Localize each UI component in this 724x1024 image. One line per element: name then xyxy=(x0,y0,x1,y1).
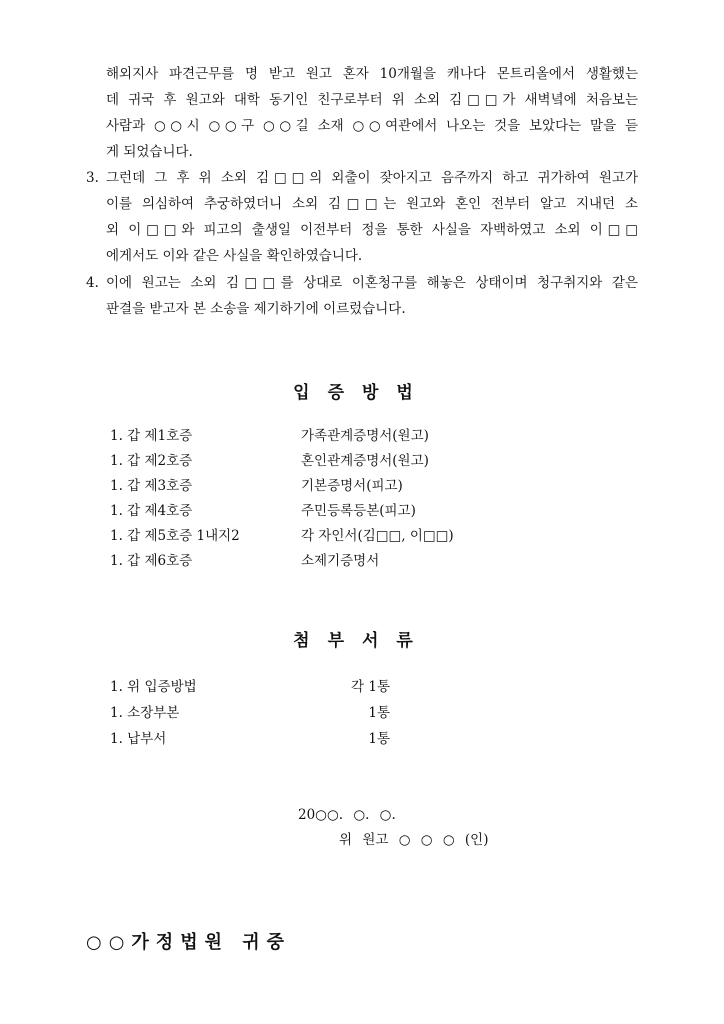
evidence-label: 1. 갑 제4호증 xyxy=(110,503,193,519)
court-addressee: ○○가정법원 귀중 xyxy=(86,932,292,953)
evidence-label: 1. 갑 제2호증 xyxy=(110,453,193,469)
attachment-row xyxy=(0,676,724,698)
body-line: 사람과 ○○시 ○○구 ○○길 소재 ○○여관에서 나오는 것을 보았다는 말을 듣 xyxy=(106,118,638,134)
attachment-count: 1통 xyxy=(368,731,390,747)
attachment-row xyxy=(0,702,724,724)
evidence-row xyxy=(0,525,724,547)
attachment-count: 각 1통 xyxy=(351,679,390,695)
plaintiff-signature: 위 원고 ○ ○ ○ (인) xyxy=(339,832,489,848)
attachment-row xyxy=(0,728,724,750)
attachment-label: 1. 소장부본 xyxy=(110,705,180,721)
evidence-value: 가족관계증명서(원고) xyxy=(301,428,429,444)
body-line: 에게서도 이와 같은 사실을 확인하였습니다. xyxy=(106,248,363,264)
body-line: 이에 원고는 소외 김□□를 상대로 이혼청구를 해놓은 상태이며 청구취지와 같은 xyxy=(106,275,638,291)
body-line: 이를 의심하여 추궁하였더니 소외 김□□는 원고와 혼인 전부터 알고 지내던 소 xyxy=(106,196,638,212)
evidence-label: 1. 갑 제1호증 xyxy=(110,428,193,444)
body-line: 데 귀국 후 원고와 대학 동기인 친구로부터 위 소외 김□□가 새벽녘에 처음보는 xyxy=(106,92,638,108)
evidence-value: 소제기증명서 xyxy=(301,553,380,569)
evidence-label: 1. 갑 제3호증 xyxy=(110,478,193,494)
evidence-row xyxy=(0,500,724,522)
attachment-label: 1. 위 입증방법 xyxy=(110,679,197,695)
evidence-row xyxy=(0,550,724,572)
filing-date: 20○○. ○. ○. xyxy=(298,807,396,823)
evidence-value: 주민등록등본(피고) xyxy=(301,503,416,519)
evidence-value: 각 자인서(김□□, 이□□) xyxy=(301,528,454,544)
item-number: 3. xyxy=(86,170,99,186)
evidence-row xyxy=(0,475,724,497)
evidence-value: 혼인관계증명서(원고) xyxy=(301,453,429,469)
evidence-label: 1. 갑 제5호증 1내지2 xyxy=(110,528,240,544)
evidence-row xyxy=(0,450,724,472)
body-line: 외 이□□와 피고의 출생일 이전부터 정을 통한 사실을 자백하였고 소외 이□□ xyxy=(106,222,638,238)
attachment-label: 1. 납부서 xyxy=(110,731,167,747)
attachment-count: 1통 xyxy=(368,705,390,721)
evidence-row xyxy=(0,425,724,447)
item-number: 4. xyxy=(86,275,99,291)
evidence-value: 기본증명서(피고) xyxy=(301,478,403,494)
body-line: 해외지사 파견근무를 명 받고 원고 혼자 10개월을 캐나다 몬트리올에서 생활했는 xyxy=(106,66,638,82)
attachments-heading: 첨부서류 xyxy=(293,631,431,651)
evidence-heading: 입증방법 xyxy=(293,383,431,403)
evidence-label: 1. 갑 제6호증 xyxy=(110,553,193,569)
body-line: 게 되었습니다. xyxy=(106,144,193,160)
body-line: 그런데 그 후 위 소외 김□□의 외출이 잦아지고 음주까지 하고 귀가하여 원고가 xyxy=(106,170,638,186)
body-line: 판결을 받고자 본 소송을 제기하기에 이르렀습니다. xyxy=(106,301,406,317)
